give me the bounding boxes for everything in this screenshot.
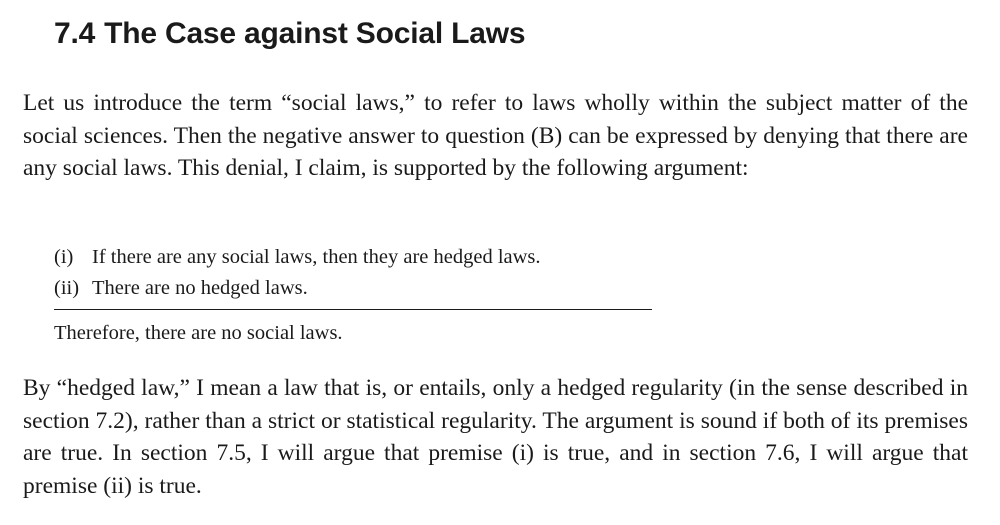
premise-label: (i) — [54, 246, 74, 268]
section-heading — [54, 14, 525, 54]
premise-text: If there are any social laws, then they are hedged laws. — [92, 246, 541, 268]
section-title: The Case against Social Laws — [104, 17, 526, 50]
premise-2 — [54, 273, 652, 304]
explanation-paragraph: By “hedged law,” I mean a law that is, or entails, only a hedged regularity (in the sense described in section 7.2), rather than a strict or statistical regularity. The argument is sound if both of its premises are true. In section 7.5, I will argue that premise (i) is true, and in section 7.6, I will argue that premise (ii) is true. — [23, 375, 968, 500]
conclusion: Therefore, there are no social laws. — [54, 322, 343, 344]
premise-text: There are no hedged laws. — [92, 277, 308, 299]
premise-label: (ii) — [54, 277, 80, 299]
conclusion-divider — [54, 309, 652, 310]
premise-1 — [54, 242, 652, 273]
section-number: 7.4 — [54, 17, 96, 50]
intro-paragraph: Let us introduce the term “social laws,” to refer to laws wholly within the subject matter of the social sciences. Then the negative answer to question (B) can be expressed by denying that there are any social laws. This denial, I claim, is supported by the following argument: — [23, 90, 968, 182]
argument-block — [54, 242, 652, 349]
